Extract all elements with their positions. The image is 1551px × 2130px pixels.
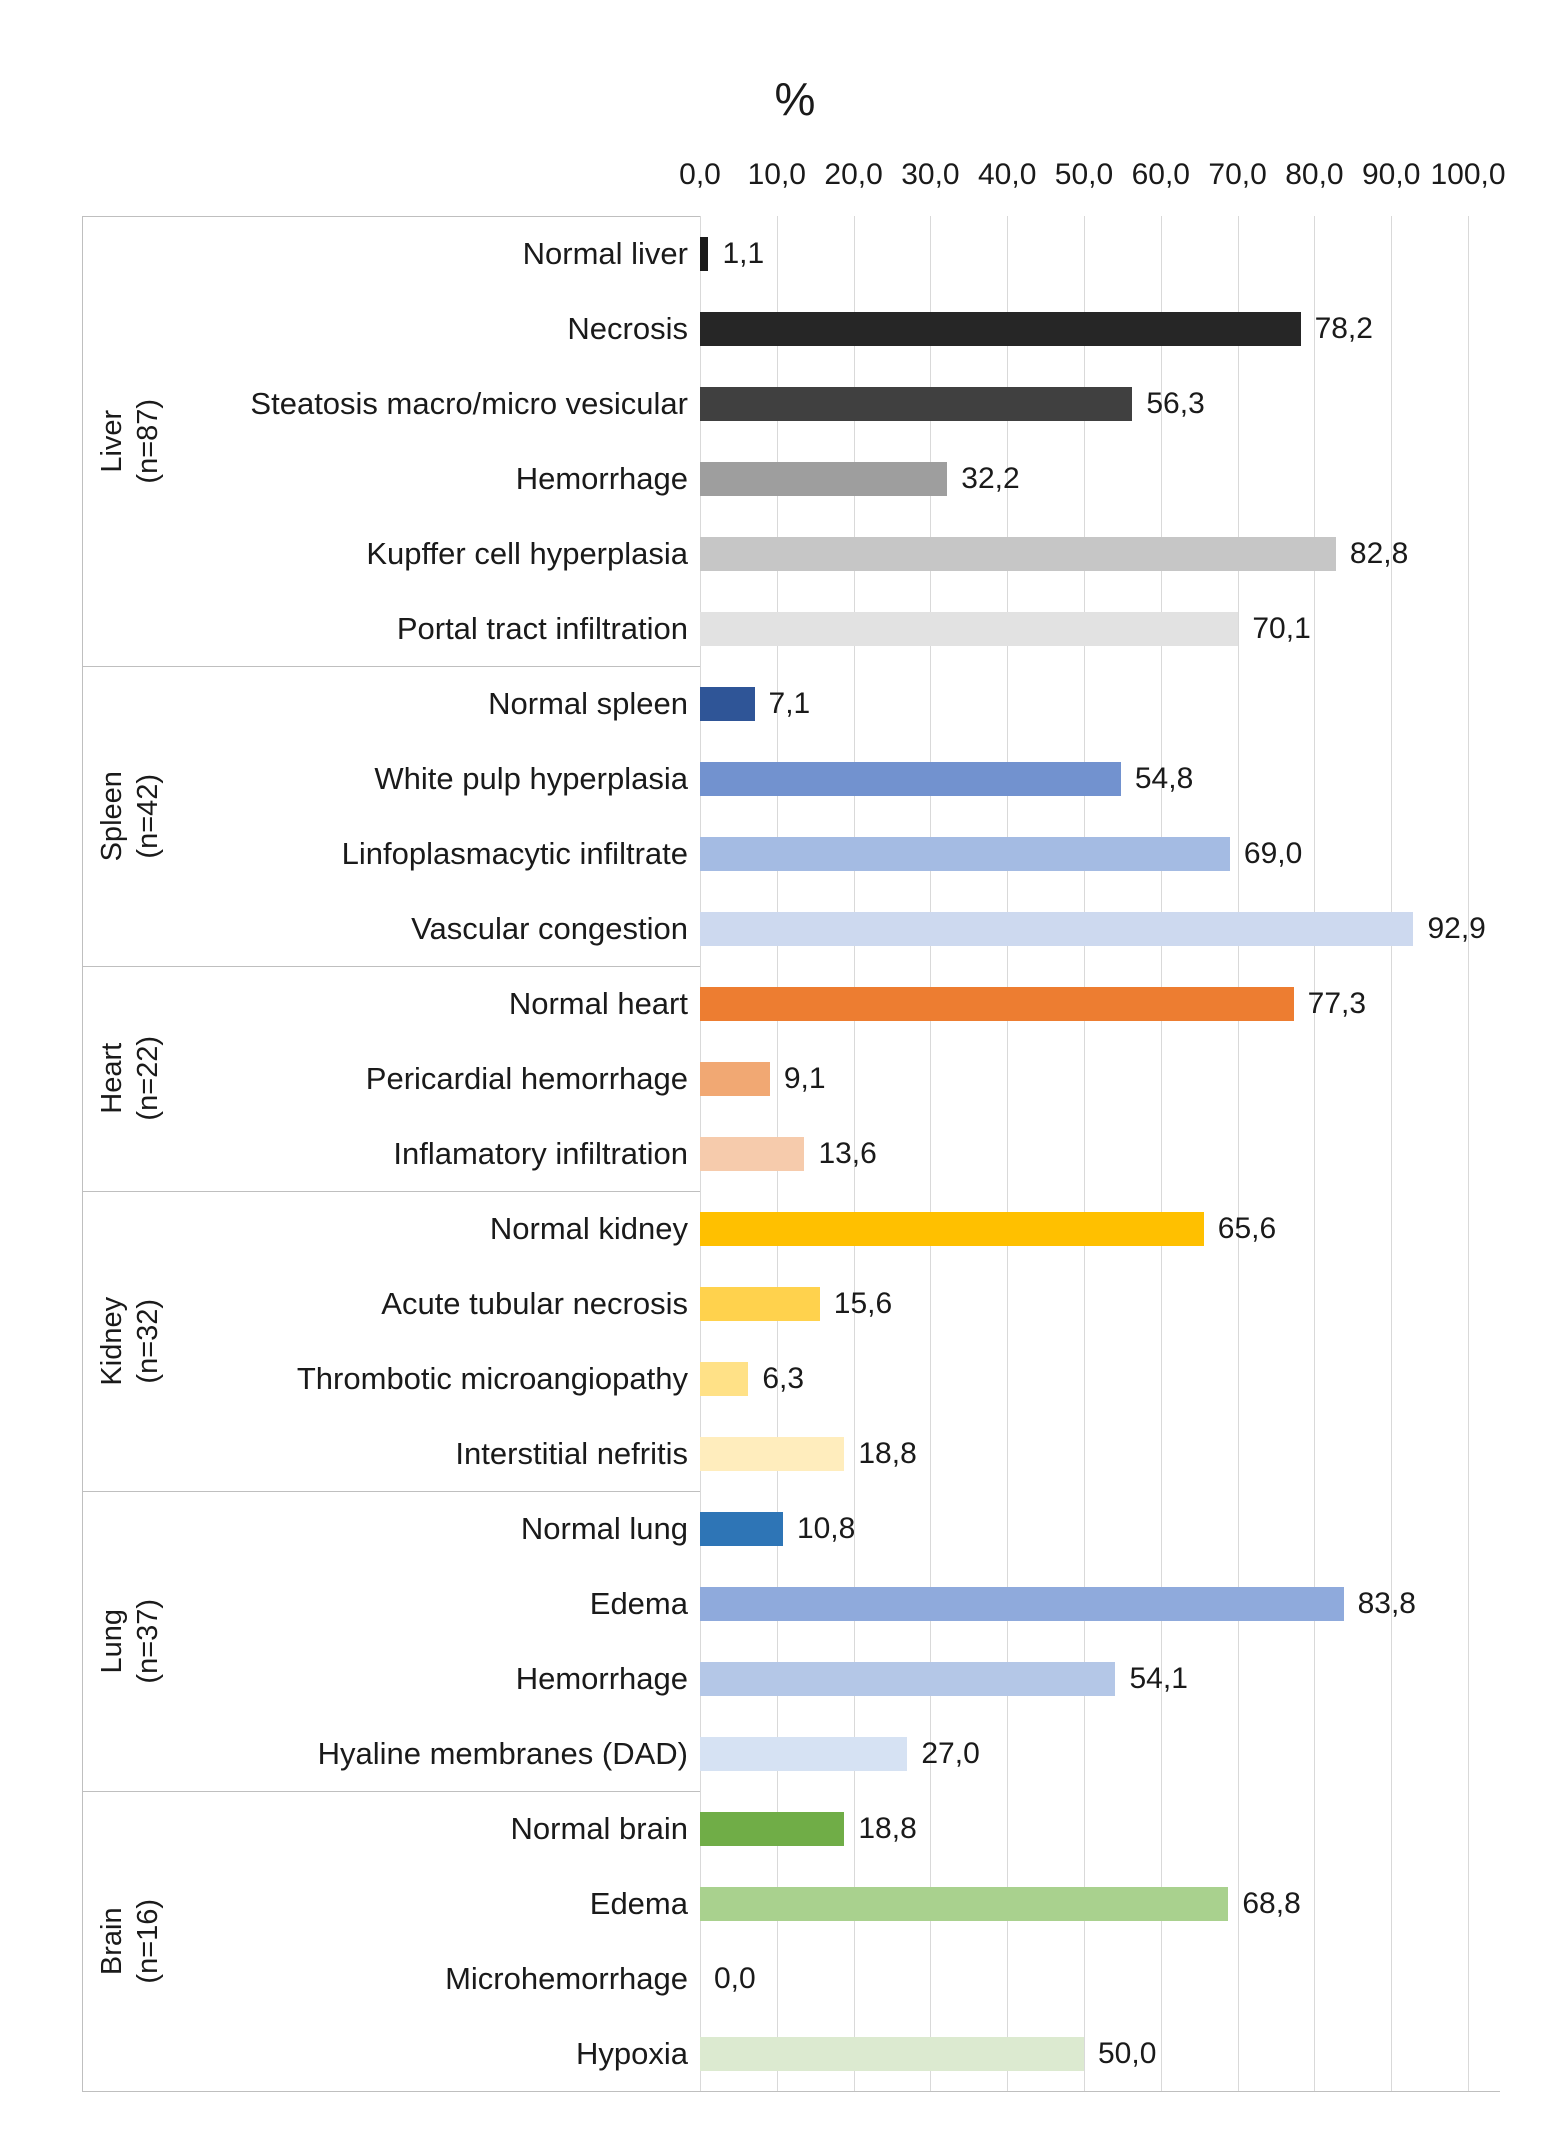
bar bbox=[700, 1812, 844, 1846]
bar bbox=[700, 1212, 1204, 1246]
category-label: Hemorrhage bbox=[515, 1660, 688, 1696]
gridline bbox=[930, 216, 931, 2091]
value-label: 1,1 bbox=[722, 236, 765, 270]
group-label-lung bbox=[84, 1491, 176, 1791]
x-axis-bottom-line bbox=[82, 2091, 1500, 2092]
category-label: Edema bbox=[589, 1585, 688, 1621]
value-label: 13,6 bbox=[818, 1136, 877, 1170]
bar bbox=[700, 1437, 844, 1471]
group-label-text bbox=[94, 1297, 167, 1386]
value-label: 7,1 bbox=[768, 686, 811, 720]
group-n-count: (n=87) bbox=[131, 398, 164, 484]
value-label: 54,1 bbox=[1129, 1661, 1188, 1695]
bar bbox=[700, 462, 947, 496]
bar bbox=[700, 1287, 820, 1321]
x-axis-tick-label: 50,0 bbox=[1054, 158, 1114, 191]
value-label: 32,2 bbox=[961, 461, 1020, 495]
bar bbox=[700, 237, 708, 271]
axis-title-percent: % bbox=[774, 73, 816, 125]
x-axis-tick-label: 30,0 bbox=[901, 158, 960, 191]
category-label: White pulp hyperplasia bbox=[374, 760, 688, 796]
bar bbox=[700, 1512, 783, 1546]
category-label: Steatosis macro/micro vesicular bbox=[250, 385, 688, 421]
category-label: Normal lung bbox=[520, 1510, 688, 1546]
x-axis-tick-label: 20,0 bbox=[824, 158, 883, 191]
value-label: 78,2 bbox=[1314, 311, 1373, 345]
category-label: Microhemorrhage bbox=[445, 1960, 688, 1996]
group-label-liver bbox=[84, 216, 176, 666]
left-frame-line bbox=[82, 216, 83, 2091]
value-label: 56,3 bbox=[1146, 386, 1205, 420]
category-label: Vascular congestion bbox=[411, 910, 688, 946]
category-label: Hemorrhage bbox=[515, 460, 688, 496]
value-label: 65,6 bbox=[1217, 1211, 1277, 1245]
value-label: 18,8 bbox=[858, 1436, 917, 1470]
value-label: 69,0 bbox=[1243, 836, 1303, 870]
group-organ-name: Heart bbox=[95, 1043, 128, 1114]
bar bbox=[700, 912, 1413, 946]
bar bbox=[700, 312, 1301, 346]
bar bbox=[700, 1137, 804, 1171]
bar bbox=[700, 1737, 907, 1771]
category-label: Interstitial nefritis bbox=[455, 1435, 688, 1471]
group-organ-name: Lung bbox=[95, 1608, 128, 1674]
category-label: Normal heart bbox=[508, 985, 688, 1021]
group-n-count: (n=22) bbox=[131, 1036, 164, 1121]
group-label-text bbox=[94, 1599, 167, 1684]
category-label: Normal spleen bbox=[488, 685, 688, 721]
category-label: Linfoplasmacytic infiltrate bbox=[341, 835, 688, 871]
gridline bbox=[1238, 216, 1239, 2091]
value-label: 50,0 bbox=[1098, 2036, 1157, 2070]
group-label-text bbox=[94, 771, 167, 861]
category-label: Normal kidney bbox=[489, 1210, 688, 1246]
value-label: 15,6 bbox=[833, 1286, 893, 1320]
x-axis-tick-label: 90,0 bbox=[1361, 158, 1421, 191]
group-organ-name: Liver bbox=[95, 409, 128, 473]
bar bbox=[700, 687, 755, 721]
bar bbox=[700, 987, 1294, 1021]
group-n-count: (n=42) bbox=[132, 773, 164, 859]
x-axis-tick-label: 40,0 bbox=[977, 158, 1037, 191]
bar bbox=[700, 762, 1121, 796]
group-label-kidney bbox=[84, 1191, 176, 1491]
value-label: 6,3 bbox=[762, 1361, 805, 1395]
bar bbox=[700, 1587, 1344, 1621]
value-label: 83,8 bbox=[1357, 1586, 1416, 1620]
category-label: Pericardial hemorrhage bbox=[365, 1060, 688, 1096]
category-label: Normal brain bbox=[510, 1810, 688, 1846]
value-label: 27,0 bbox=[921, 1736, 980, 1770]
value-label: 77,3 bbox=[1307, 986, 1367, 1020]
group-label-text bbox=[94, 1899, 167, 1984]
category-label: Thrombotic microangiopathy bbox=[296, 1360, 688, 1396]
gridline bbox=[1314, 216, 1315, 2091]
value-label: 9,1 bbox=[783, 1061, 826, 1095]
group-organ-name: Spleen bbox=[95, 770, 128, 862]
x-axis-tick-label: 100,0 bbox=[1430, 158, 1506, 191]
group-label-spleen bbox=[84, 666, 176, 966]
value-label: 68,8 bbox=[1242, 1886, 1301, 1920]
category-label: Edema bbox=[589, 1885, 688, 1921]
x-axis-tick-label: 70,0 bbox=[1208, 158, 1267, 191]
x-axis-tick-label: 10,0 bbox=[747, 158, 806, 191]
category-label: Portal tract infiltration bbox=[396, 610, 688, 646]
bar bbox=[700, 2037, 1084, 2071]
gridline bbox=[1161, 216, 1162, 2091]
gridline bbox=[1468, 216, 1469, 2091]
gridline bbox=[1391, 216, 1392, 2091]
x-axis-tick-label: 60,0 bbox=[1131, 158, 1190, 191]
bar bbox=[700, 1362, 748, 1396]
category-label: Normal liver bbox=[522, 235, 688, 271]
group-label-text bbox=[94, 1036, 167, 1121]
category-label: Necrosis bbox=[567, 310, 688, 346]
group-n-count: (n=37) bbox=[131, 1598, 164, 1684]
value-label: 54,8 bbox=[1134, 761, 1194, 795]
value-label: 0,0 bbox=[714, 1961, 756, 1995]
value-label: 82,8 bbox=[1349, 536, 1409, 570]
group-label-heart bbox=[84, 966, 176, 1191]
category-label: Acute tubular necrosis bbox=[381, 1285, 688, 1321]
x-axis-tick-label: 80,0 bbox=[1285, 158, 1344, 191]
group-label-brain bbox=[84, 1791, 176, 2091]
value-label: 92,9 bbox=[1427, 911, 1486, 945]
category-label: Kupffer cell hyperplasia bbox=[366, 535, 688, 571]
group-n-count: (n=32) bbox=[131, 1298, 164, 1384]
x-axis-tick-label: 0,0 bbox=[679, 158, 721, 191]
value-label: 10,8 bbox=[796, 1511, 856, 1545]
group-n-count: (n=16) bbox=[131, 1898, 164, 1984]
group-organ-name: Kidney bbox=[95, 1296, 128, 1386]
gridline bbox=[1084, 216, 1085, 2091]
group-organ-name: Brain bbox=[95, 1907, 128, 1975]
bar bbox=[700, 537, 1336, 571]
category-label: Hypoxia bbox=[576, 2035, 688, 2071]
value-label: 18,8 bbox=[858, 1811, 917, 1845]
bar bbox=[700, 1887, 1228, 1921]
bar bbox=[700, 837, 1230, 871]
value-label: 70,1 bbox=[1252, 611, 1311, 645]
category-label: Inflamatory infiltration bbox=[393, 1135, 688, 1171]
group-label-text bbox=[94, 399, 167, 484]
bar bbox=[700, 387, 1132, 421]
bar bbox=[700, 1062, 770, 1096]
bar bbox=[700, 1662, 1115, 1696]
bar bbox=[700, 612, 1238, 646]
category-label: Hyaline membranes (DAD) bbox=[317, 1735, 688, 1771]
